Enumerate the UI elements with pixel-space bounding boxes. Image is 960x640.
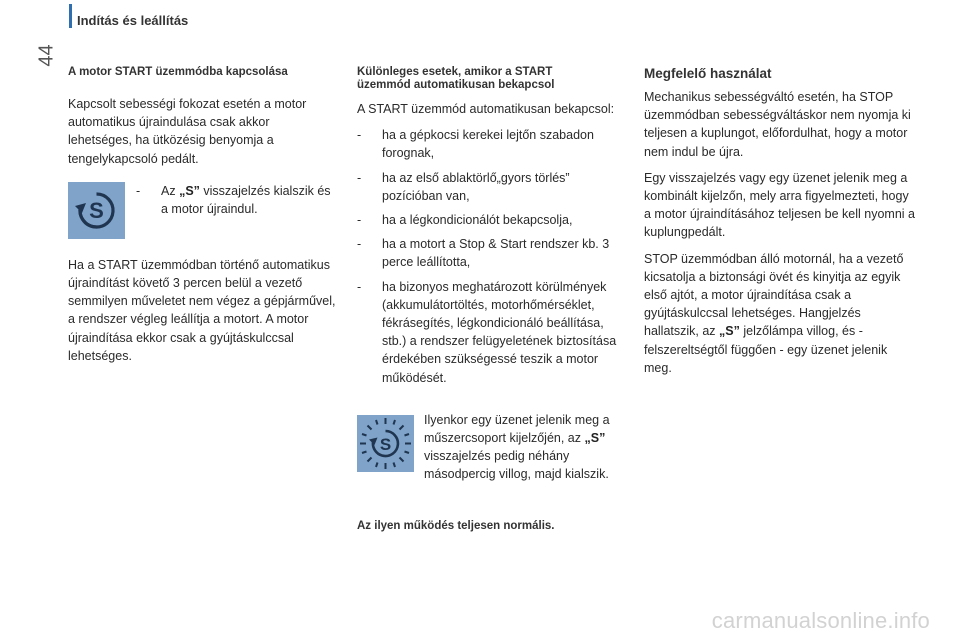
paragraph-manual-gearbox: Mechanikus sebességváltó esetén, ha STOP üzemmódban sebességváltáskor nem nyomja ki teljesen a kuplungot, előfordulhat, hogy a motor nem indul be újra. (644, 90, 911, 159)
indicator-s-label: „S” (179, 183, 200, 198)
list-dash: - (357, 128, 362, 143)
list-item (357, 278, 627, 387)
list-item-text: ha a gépkocsi kerekei lejtőn szabadon forognak, (382, 128, 594, 161)
paragraph-seatbelt-door (644, 250, 916, 377)
column-start-mode (68, 66, 336, 373)
stop-start-s-flashing-icon (357, 415, 414, 472)
heading-line-2: üzemmód automatikusan bekapcsol (357, 79, 555, 91)
indicator-flashing-note (357, 411, 627, 491)
indicator-text-post: visszajelzés kialszik és a motor újraindul. (161, 183, 331, 217)
special-cases-list (357, 126, 627, 387)
closing-statement: Az ilyen működés teljesen normális. (357, 519, 555, 532)
margin-accent-bar (69, 4, 72, 28)
list-item-text: ha a légkondicionálót bekapcsolja, (382, 213, 573, 228)
list-item-text: ha az első ablaktörlő„gyors törlés” pozícióban van, (382, 170, 570, 203)
column-proper-use (644, 66, 916, 385)
column-special-cases (357, 66, 627, 543)
list-dash: - (357, 237, 362, 252)
indicator-off-note (68, 182, 336, 252)
heading-line-1: Különleges esetek, amikor a START (357, 66, 553, 78)
flashing-text-post: visszajelzés pedig néhány másodpercig villog, majd kialszik. (424, 449, 609, 482)
watermark: carmanualsonline.info (711, 608, 930, 633)
list-item (357, 126, 627, 162)
section-title: Indítás és leállítás (77, 13, 189, 28)
indicator-s-label: „S” (719, 324, 740, 339)
list-dash: - (357, 213, 362, 228)
seatbelt-text-pre: STOP üzemmódban álló motornál, ha a vezető kicsatolja a biztonsági övét és kinyitja az egyik első ajtót, a motor újraindítása csak a gyújtáskulccsal lehetséges. Hangjelzés hallatszik, az (644, 251, 904, 339)
list-item (357, 235, 627, 271)
indicator-text-pre: Az (161, 183, 176, 198)
svg-text:S: S (379, 434, 392, 454)
list-dash: - (357, 170, 362, 185)
list-dash: - (136, 183, 141, 198)
indicator-s-label: „S” (584, 431, 606, 446)
intro-text: A START üzemmód automatikusan bekapcsol: (357, 102, 615, 116)
page-number: 44 (35, 44, 58, 67)
list-item-text: ha bizonyos meghatározott körülmények (akkumulátortöltés, motorhőmérséklet, fékrásegítés, légkondicionáló beállítása, stb.) a rendszer felügyeletének biztosítása érdekében szükségessé teszik a motor működését. (382, 279, 617, 385)
paragraph-gear-restart: Kapcsolt sebességi fokozat esetén a motor automatikus újraindulása csak akkor lehetséges, ha ütközésig benyomja a tengelykapcsoló pedált. (68, 97, 307, 166)
heading-proper-use: Megfelelő használat (644, 66, 772, 81)
heading-special-cases (357, 66, 627, 92)
list-item (357, 211, 627, 229)
heading-start-mode: A motor START üzemmódba kapcsolása (68, 66, 288, 78)
flashing-text-pre: Ilyenkor egy üzenet jelenik meg a műszercsoport kijelzőjén, az (424, 412, 610, 446)
list-item-text: ha a motort a Stop & Start rendszer kb. 3 perce leállította, (382, 237, 610, 270)
list-item (357, 169, 627, 205)
svg-text:S: S (89, 197, 104, 223)
list-dash: - (357, 279, 362, 294)
seatbelt-text-post: jelzőlámpa villog, és - felszereltségtől függően - egy üzenet jelenik meg. (644, 324, 888, 375)
paragraph-final-stop: Ha a START üzemmódban történő automatikus újraindítást követő 3 percen belül a vezető semmilyen műveletet nem végez a gépjárművel, a rendszer végleg leállítja a motort. A motor újraindítása ekkor csak a gyújtáskulccsal lehetséges. (68, 257, 336, 363)
paragraph-warning-message: Egy visszajelzés vagy egy üzenet jelenik meg a kombinált kijelzőn, mely arra figyelmezteti, hogy a motor újraindításához teljesen be kell nyomni a kuplungpedált. (644, 170, 915, 240)
